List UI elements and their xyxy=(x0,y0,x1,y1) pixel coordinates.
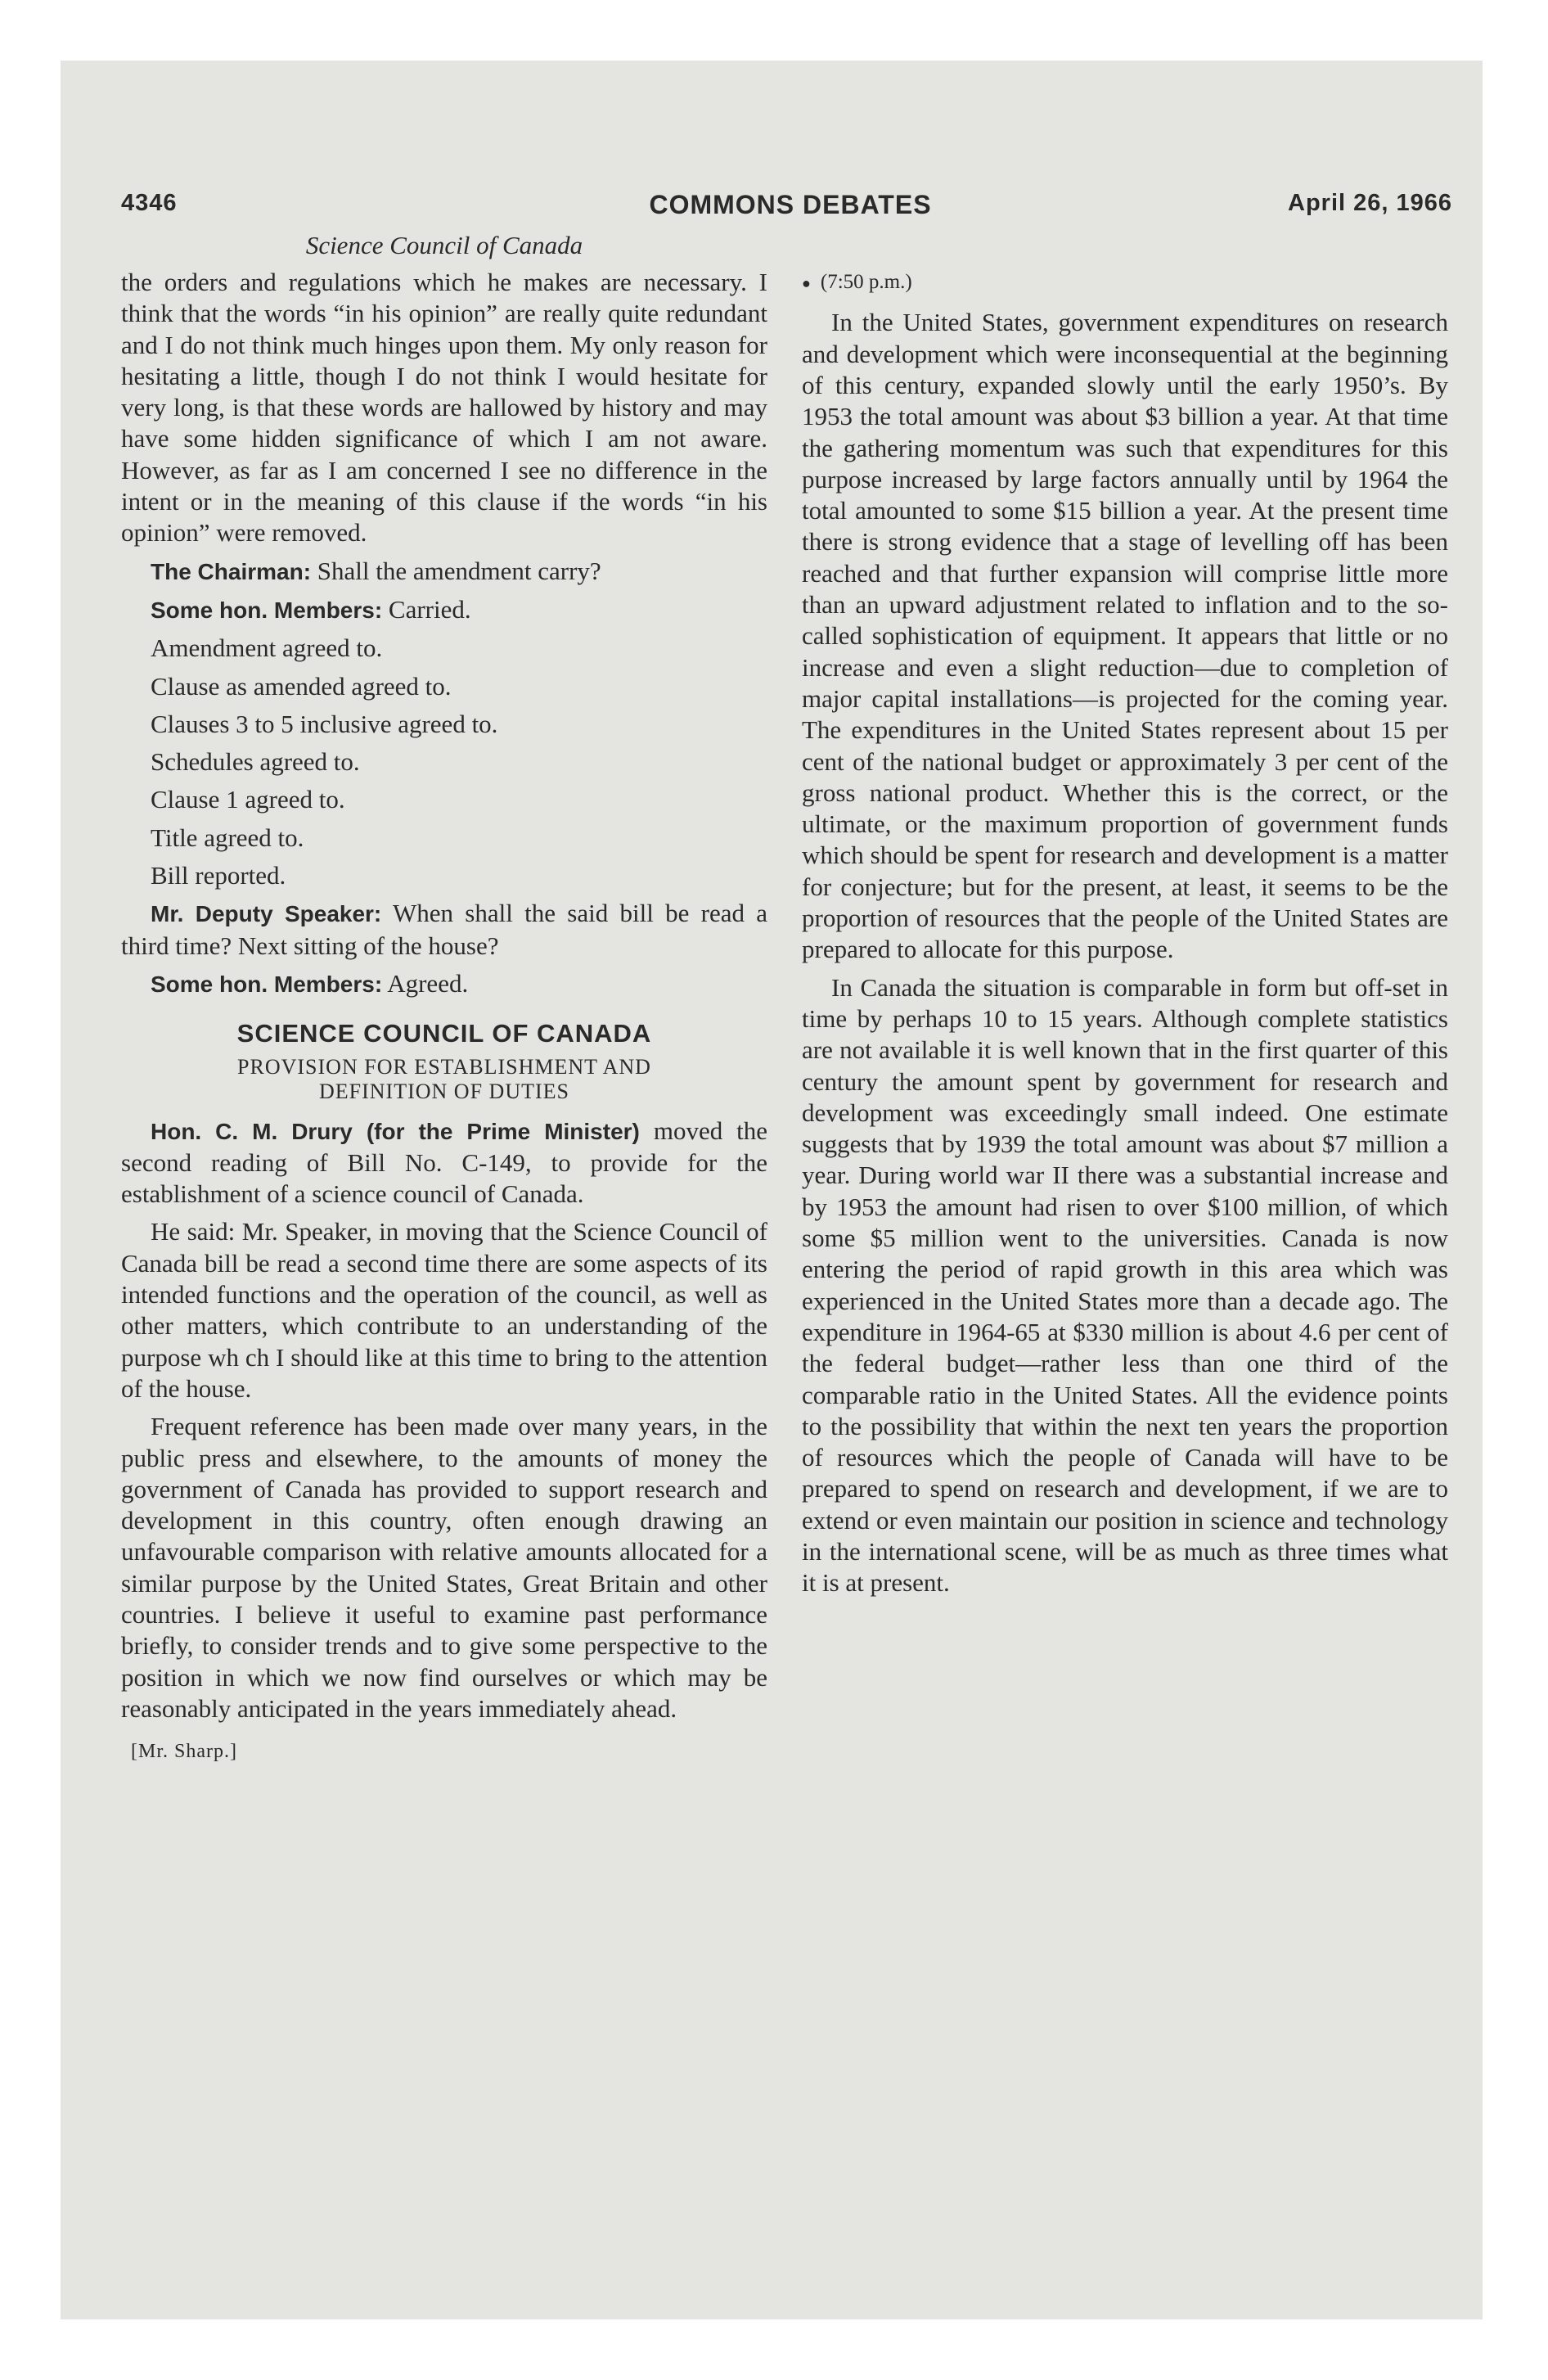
procedural-line: Schedules agreed to. xyxy=(151,747,360,777)
chairman-remark xyxy=(121,556,767,588)
speaker-name: Some hon. Members: xyxy=(151,597,383,623)
paragraph-united-states: In the United States, government expenditures on research and development which were inconsequential at the beginning of this century, expanded slowly until the early 1950’s. By 1953 the total amount was about $3 billion a year. At that time the gathering momentum was such that expenditures for this purpose increased by large factors annually until by 1964 the total amounted to some $15 billion a year. At the present time there is strong evidence that a stage of levelling off has been reached and that further expansion will comprise little more than an upward adjustment related to inflation and to the so-called sophistication of equipment. It appears that little or no increase and even a slight reduction—due to completion of major capital installations—is projected for the coming year. The expenditures in the United States represent about 15 per cent of the national budget or approximately 3 per cent of the gross national product. Whether this is the correct, or the ultimate, or the maximum proportion of government funds which should be spent for research and development is a matter for conjecture; but for the present, at least, it seems to be the proportion of resources that the people of the United States are prepared to allocate for this purpose. xyxy=(802,308,1448,964)
speaker-name: The Chairman: xyxy=(151,558,312,584)
paragraph-opening: the orders and regulations which he makes are necessary. I think that the words “in his opinion” are really quite redundant and I do not think much hinges upon them. My only reason for hesitating a little, though I do not think I would hesitate for very long, is that these words are hallowed by history and may have some hidden significance of which I am not aware. However, as far as I am concerned I see no difference in the intent or in the meaning of this clause if the words “in his opinion” were removed. xyxy=(121,268,767,548)
deputy-speaker-remark xyxy=(121,898,767,962)
section-subtitle-line: DEFINITION OF DUTIES xyxy=(319,1079,569,1103)
procedural-line: Clauses 3 to 5 inclusive agreed to. xyxy=(151,709,498,738)
time-stamp xyxy=(802,267,1448,299)
section-subtitle-line: PROVISION FOR ESTABLISHMENT AND xyxy=(237,1054,651,1079)
procedural-line: Amendment agreed to. xyxy=(151,633,383,663)
members-remark xyxy=(121,968,767,1000)
time-stamp-text: (7:50 p.m.) xyxy=(820,271,912,293)
page-header xyxy=(121,190,1460,231)
publication-date: April 26, 1966 xyxy=(1288,190,1452,216)
speech-text: Carried. xyxy=(388,594,471,624)
speaker-name: Some hon. Members: xyxy=(151,971,383,997)
section-subtitle xyxy=(121,1055,767,1104)
running-head: Science Council of Canada xyxy=(305,231,583,259)
paragraph-he-said: He said: Mr. Speaker, in moving that the Science Council of Canada bill be read a second time there are some aspects of its intended functions and the operation of the council, as well as other matters, which contribute to an understanding of the purpose wh ch I should like at this time to bring to the attention of the house. xyxy=(121,1217,767,1403)
speaker-name: Hon. C. M. Drury (for the Prime Minister) xyxy=(151,1118,640,1144)
procedural-line: Bill reported. xyxy=(151,861,286,890)
speaker-name: Mr. Deputy Speaker: xyxy=(151,901,382,927)
procedural-line: Title agreed to. xyxy=(151,823,304,852)
publication-title: COMMONS DEBATES xyxy=(649,190,932,219)
motion-paragraph xyxy=(121,1116,767,1210)
members-remark xyxy=(121,594,767,626)
section-title: SCIENCE COUNCIL OF CANADA xyxy=(236,1019,652,1048)
speech-text: Shall the amendment carry? xyxy=(317,556,601,585)
speech-text: When shall the said bill be read a third time? Next sitting of the house? xyxy=(121,899,767,960)
speech-text: moved the second reading of Bill No. C-149, to provide for the establishment of a science council of Canada. xyxy=(121,1116,768,1209)
page-number: 4346 xyxy=(121,190,178,216)
bullet-icon: ● xyxy=(802,275,811,292)
speech-text: Agreed. xyxy=(387,968,469,998)
right-column xyxy=(802,267,1448,1606)
procedural-line: Clause as amended agreed to. xyxy=(151,671,452,701)
speaker-footer-ref: [Mr. Sharp.] xyxy=(131,1741,237,1763)
left-column xyxy=(121,267,767,1767)
paragraph-frequent-reference: Frequent reference has been made over many years, in the public press and elsewhere, to the amounts of money the government of Canada has provided to support research and development in this country, often enough drawing an unfavourable comparison with relative amounts allocated for a similar purpose by the United States, Great Britain and other countries. I believe it useful to examine past performance briefly, to consider trends and to give some perspective to the position in which we now find ourselves or which may be reasonably anticipated in the years immediately ahead. xyxy=(121,1412,767,1723)
procedural-line: Clause 1 agreed to. xyxy=(151,785,345,814)
paragraph-canada: In Canada the situation is comparable in form but off-set in time by perhaps 10 to 15 years. Although complete statistics are not available it is well known that in the first quarter of this century the amount spent by government for research and development was exceedingly small indeed. One estimate suggests that by 1939 the total amount was about $7 million a year. During world war II there was a substantial increase and by 1953 the amount had risen to over $100 million, of which some $5 million went to the universities. Canada is now entering the period of rapid growth in this area which was experienced in the United States more than a decade ago. The expenditure in 1964-65 at $330 million is about 4.6 per cent of the federal budget—rather less than one third of the comparable ratio in the United States. All the evidence points to the possibility that within the next ten years the proportion of resources which the people of Canada will have to be prepared to spend on research and development, if we are to extend or even maintain our position in science and technology in the international scene, will be as much as three times what it is at present. xyxy=(802,972,1448,1598)
